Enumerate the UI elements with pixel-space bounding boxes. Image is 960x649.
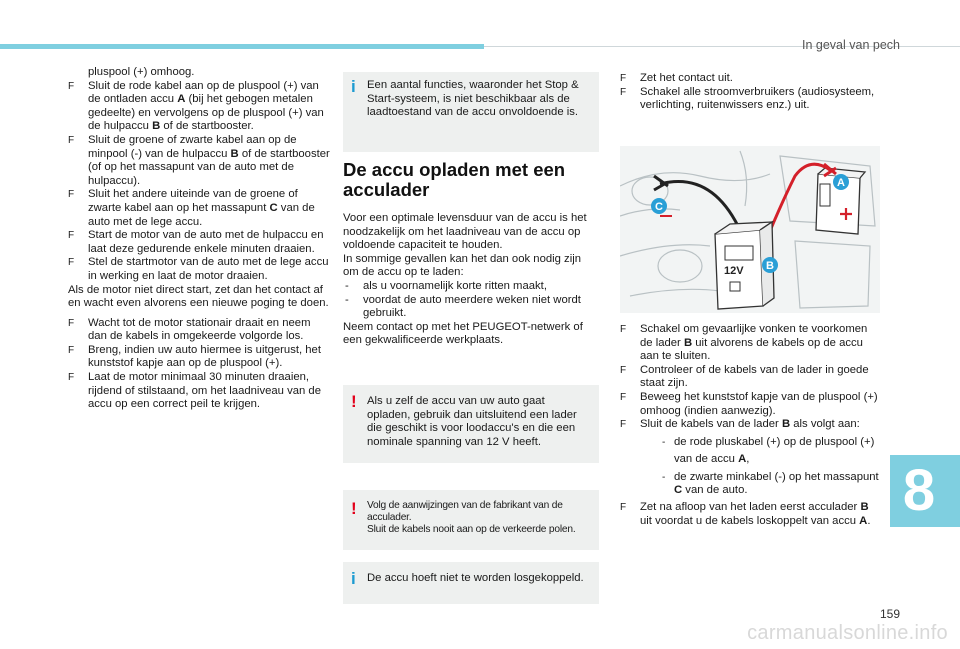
info-note-disconnect: i De accu hoeft niet te worden losgekoppeld. (343, 562, 599, 604)
intro-paragraph: Voor een optimale levensduur van de accu is het noodzakelijk om het laadniveau van de accu op voldoende capaciteit te houden. (343, 212, 587, 252)
label-a-badge (833, 174, 849, 190)
continued-text: pluspool (+) omhoog. (88, 66, 195, 78)
info-note-stop-start: i Een aantal functies, waaronder het Stop & Start-systeem, is niet beschikbaar als de laadtoestand van de accu onvoldoende is. (343, 72, 599, 152)
info-icon: i (351, 569, 356, 588)
connection-substeps (660, 434, 882, 498)
label-b-badge (762, 257, 778, 273)
svg-text:A: A (837, 177, 845, 189)
retry-paragraph: Als de motor niet direct start, zet dan het contact af en wacht even alvorens een nieuwe poging te doen. (68, 283, 329, 310)
column-3 (620, 72, 882, 113)
label-c-badge (651, 198, 667, 214)
after-start-steps (68, 317, 330, 412)
list-item: F Sluit het andere uiteinde van de groene of zwarte kabel aan op het massapunt C van de auto met de lege accu. (68, 188, 330, 229)
charging-steps (620, 323, 882, 528)
list-item: F Controleer of de kabels van de lader in goede staat zijn. (620, 364, 882, 391)
jump-start-steps (68, 80, 330, 284)
charger-label: 12V (724, 265, 744, 277)
list-item: F Zet het contact uit. (620, 72, 882, 86)
watermark: carmanualsonline.info (747, 622, 948, 644)
column-2 (343, 72, 599, 588)
list-item: - de rode pluskabel (+) op de pluspool (+) van de accu A, (660, 434, 882, 468)
list-item: F Sluit de groene of zwarte kabel aan op de minpool (-) van de hulpaccu B of de startbooster (of op het massapunt van de auto met de hulpaccu). (68, 134, 330, 188)
chapter-title: In geval van pech (802, 38, 900, 52)
list-item: F Sluit de rode kabel aan op de pluspool (+) van de ontladen accu A (bij het gebogen metalen gedeelte) en vervolgens op de pluspool (+) van de hulpaccu B of de startbooster. (68, 80, 330, 134)
list-item: F Schakel alle stroomverbruikers (audiosysteem, verlichting, ruitenwissers enz.) uit. (620, 86, 882, 113)
list-item: - de zwarte minkabel (-) op het massapunt C van de auto. (660, 471, 882, 498)
page-number: 159 (879, 607, 900, 621)
intro-paragraph-2: In sommige gevallen kan het dan ook nodig zijn om de accu op te laden: (343, 252, 582, 279)
chapter-tab: 8 (890, 455, 960, 527)
section-heading: De accu opladen met een acculader (343, 159, 566, 200)
warning-icon: ! (351, 499, 357, 518)
list-item: F Breng, indien uw auto hiermee is uitgerust, het kunststof kapje aan op de pluspool (+). (68, 344, 330, 371)
list-item: - voordat de auto meerdere weken niet wordt gebruikt. (343, 294, 599, 321)
header-accent-bar (0, 44, 484, 49)
list-item: F Stel de startmotor van de auto met de lege accu in werking en laat de motor draaien. (68, 256, 330, 283)
info-icon: i (351, 77, 356, 96)
column-3-lower (620, 323, 882, 528)
engine-bay-drawing (620, 146, 880, 313)
column-1 (68, 66, 330, 412)
preparation-steps (620, 72, 882, 113)
charger-illustration (620, 146, 880, 313)
svg-text:C: C (655, 201, 663, 213)
list-item: F Laat de motor minimaal 30 minuten draaien, rijdend of stilstaand, om het laadniveau van de accu op een correct peil te krijgen. (68, 371, 330, 412)
warning-note-polarity: ! Volg de aanwijzingen van de fabrikant van de acculader. Sluit de kabels nooit aan op de verkeerde polen. (343, 490, 599, 550)
list-item: F Start de motor van de auto met de hulpaccu en laat deze gedurende enkele minuten draaien. (68, 229, 330, 256)
list-item: F Wacht tot de motor stationair draait en neem dan de kabels in omgekeerde volgorde los. (68, 317, 330, 344)
list-item: F Beweeg het kunststof kapje van de pluspool (+) omhoog (indien aanwezig). (620, 391, 882, 418)
charging-reasons (343, 280, 599, 321)
list-item: F Schakel om gevaarlijke vonken te voorkomen de lader B uit alvorens de kabels op de accu aan te sluiten. (620, 323, 882, 364)
list-item: - als u voornamelijk korte ritten maakt, (343, 280, 599, 294)
svg-text:B: B (766, 260, 774, 272)
list-item: F Sluit de kabels van de lader B als volgt aan: - de rode pluskabel (+) op de pluspool (+) van de accu A, - de zwarte minkabel (-) op het massapunt C van de auto. (620, 418, 882, 498)
contact-paragraph: Neem contact op met het PEUGEOT-netwerk of een gekwalificeerde werkplaats. (343, 320, 583, 347)
warning-note-charger: ! Als u zelf de accu van uw auto gaat opladen, gebruik dan uitsluitend een lader die geschikt is voor loodaccu's en die een nominale spanning van 12 V heeft. (343, 385, 599, 463)
warning-icon: ! (351, 392, 357, 411)
list-item: F Zet na afloop van het laden eerst acculader B uit voordat u de kabels loskoppelt van accu A. (620, 501, 882, 528)
